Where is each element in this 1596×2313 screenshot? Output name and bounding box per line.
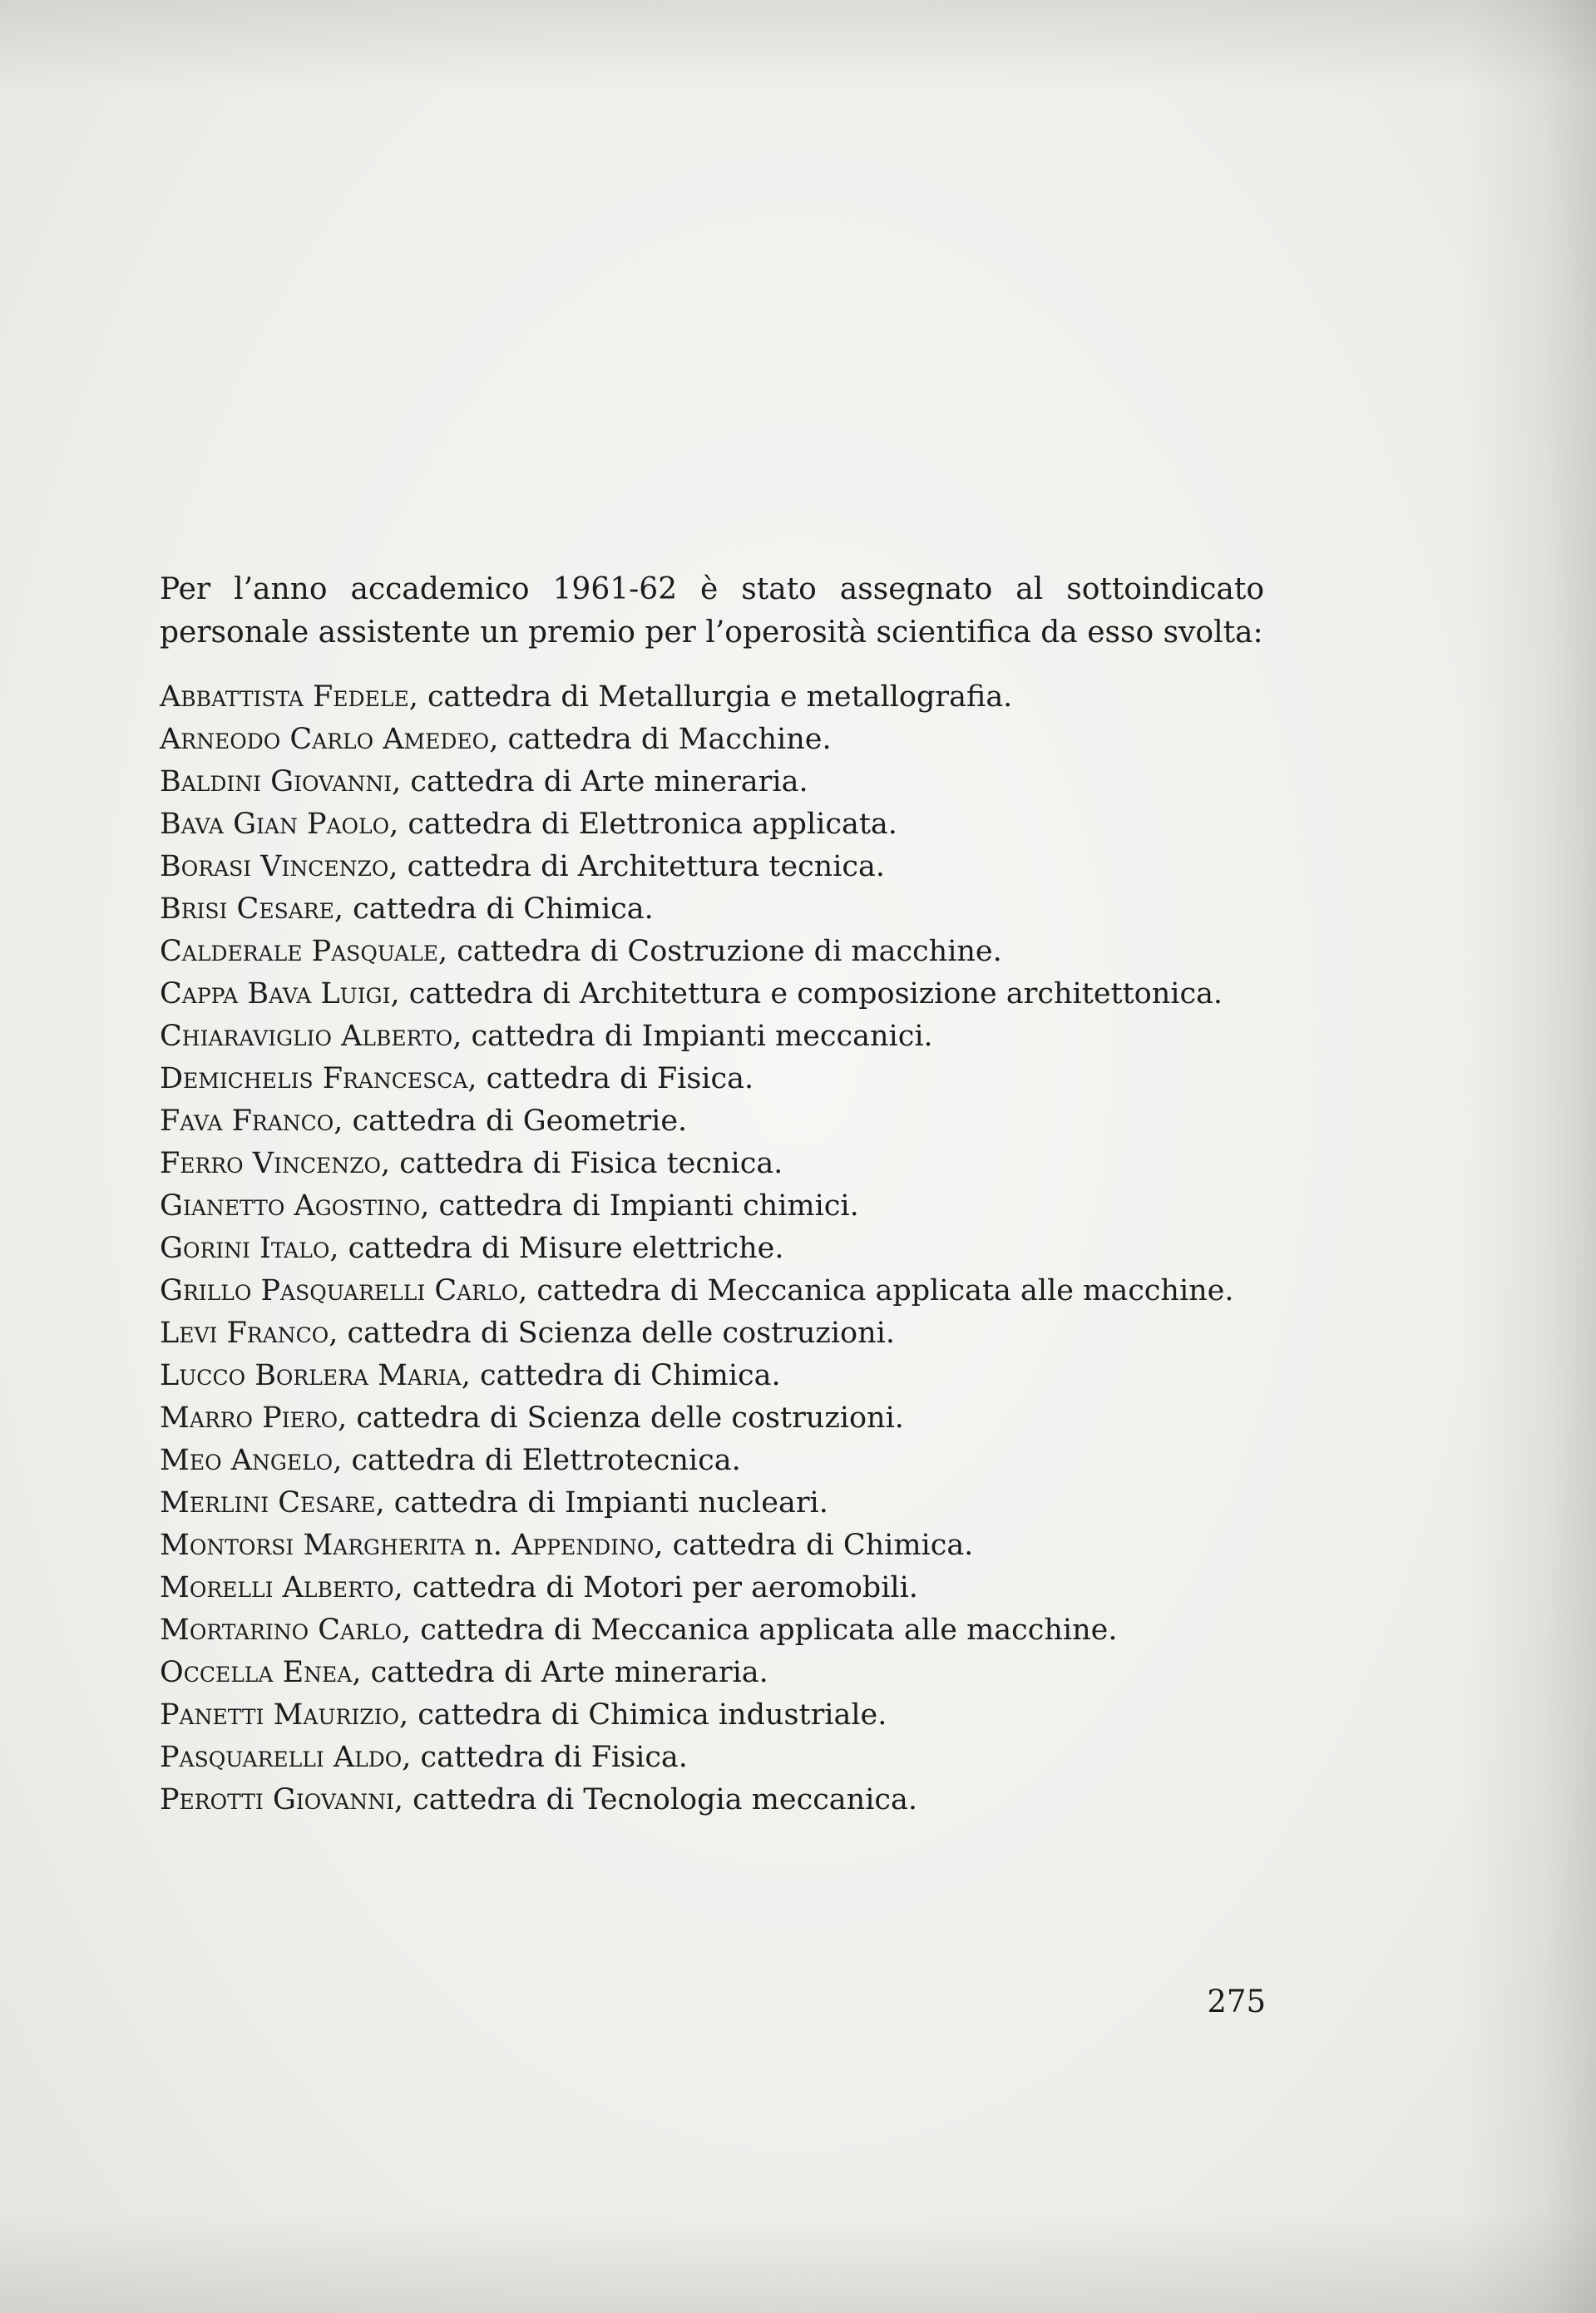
assignment-text: , cattedra di Impianti meccanici. xyxy=(452,1020,933,1053)
list-item xyxy=(160,1397,1264,1440)
assistant-name: Abbattista Fedele xyxy=(160,680,409,714)
assistant-name: Montorsi Margherita xyxy=(160,1529,466,1562)
list-item xyxy=(160,1270,1264,1312)
assignment-text: , cattedra di Fisica tecnica. xyxy=(380,1147,783,1180)
list-item xyxy=(160,1100,1264,1143)
assistant-name: Arneodo Carlo Amedeo xyxy=(160,723,490,756)
assistant-name: Grillo Pasquarelli Carlo xyxy=(160,1274,519,1307)
assignment-text: , cattedra di Geometrie. xyxy=(334,1105,688,1138)
assistant-maiden-name: Appendino xyxy=(511,1529,655,1562)
assignment-text: , cattedra di Tecnologia meccanica. xyxy=(393,1783,918,1816)
assignment-text: , cattedra di Impianti nucleari. xyxy=(375,1486,828,1520)
assistant-name: Meo Angelo xyxy=(160,1444,334,1477)
assignment-text: , cattedra di Misure elettriche. xyxy=(329,1232,784,1265)
list-item xyxy=(160,1355,1264,1397)
assistant-name: Fava Franco xyxy=(160,1105,334,1138)
list-item xyxy=(160,1609,1264,1652)
list-item xyxy=(160,1228,1264,1270)
list-item xyxy=(160,761,1264,803)
scan-shadow-top xyxy=(0,0,1596,91)
assignment-text: , cattedra di Macchine. xyxy=(489,723,832,756)
assignment-text: , cattedra di Architettura e composizione architettonica. xyxy=(390,977,1223,1011)
list-item xyxy=(160,1482,1264,1525)
assistant-name: Morelli Alberto xyxy=(160,1571,394,1604)
assignment-text: , cattedra di Scienza delle costruzioni. xyxy=(338,1401,904,1435)
assistant-name: Gianetto Agostino xyxy=(160,1189,421,1223)
scan-shadow-bottom xyxy=(0,2213,1596,2313)
assistant-name: Pasquarelli Aldo xyxy=(160,1741,403,1774)
assignment-text: , cattedra di Chimica. xyxy=(461,1359,781,1392)
assignment-text: , cattedra di Scienza delle costruzioni. xyxy=(329,1317,895,1350)
assignment-text: n. xyxy=(465,1529,512,1562)
assistant-name: Demichelis Francesca xyxy=(160,1062,468,1095)
assignment-text: , cattedra di Elettrotecnica. xyxy=(333,1444,741,1477)
assistant-name: Occella Enea xyxy=(160,1656,353,1689)
assignment-text: , cattedra di Chimica industriale. xyxy=(398,1698,887,1732)
intro-paragraph xyxy=(160,568,1264,655)
assignment-text: , cattedra di Chimica. xyxy=(334,892,654,926)
assistant-name: Borasi Vincenzo xyxy=(160,850,389,883)
assistant-name: Brisi Cesare xyxy=(160,892,334,926)
assistant-name: Chiaraviglio Alberto xyxy=(160,1020,453,1053)
list-item xyxy=(160,1567,1264,1609)
assignment-text: , cattedra di Fisica. xyxy=(402,1741,688,1774)
list-item xyxy=(160,719,1264,761)
intro-line: personale assistente un premio per l’operosità scientifica da esso svolta: xyxy=(160,615,1263,650)
assistant-name: Mortarino Carlo xyxy=(160,1614,403,1647)
assistant-name: Perotti Giovanni xyxy=(160,1783,394,1816)
assistant-name: Lucco Borlera Maria xyxy=(160,1359,462,1392)
assignment-text: , cattedra di Fisica. xyxy=(467,1062,754,1095)
list-item xyxy=(160,1143,1264,1185)
assignment-text: , cattedra di Motori per aeromobili. xyxy=(393,1571,918,1604)
assignment-text: , cattedra di Architettura tecnica. xyxy=(388,850,886,883)
assignment-text: , cattedra di Elettronica applicata. xyxy=(389,808,897,841)
list-item xyxy=(160,973,1264,1016)
intro-line: Per l’anno accademico 1961-62 è stato assegnato al sottoindicato xyxy=(160,572,1264,606)
assistant-name: Bava Gian Paolo xyxy=(160,808,390,841)
list-item xyxy=(160,846,1264,888)
list-item xyxy=(160,676,1264,719)
assignment-text: , cattedra di Chimica. xyxy=(654,1529,974,1562)
list-item xyxy=(160,931,1264,973)
list-item xyxy=(160,1737,1264,1779)
list-item xyxy=(160,1694,1264,1737)
assistant-name: Levi Franco xyxy=(160,1317,329,1350)
list-item xyxy=(160,1058,1264,1100)
scan-shadow-edge xyxy=(1463,0,1596,2313)
assistant-name: Ferro Vincenzo xyxy=(160,1147,381,1180)
list-item xyxy=(160,1185,1264,1228)
assistant-list xyxy=(160,676,1264,1821)
document-body xyxy=(160,568,1264,1821)
assignment-text: , cattedra di Arte mineraria. xyxy=(352,1656,768,1689)
assignment-text: , cattedra di Meccanica applicata alle macchine. xyxy=(402,1614,1118,1647)
assignment-text: , cattedra di Meccanica applicata alle macchine. xyxy=(518,1274,1234,1307)
list-item xyxy=(160,888,1264,931)
assistant-name: Panetti Maurizio xyxy=(160,1698,399,1732)
assignment-text: , cattedra di Costruzione di macchine. xyxy=(438,935,1002,968)
list-item xyxy=(160,1440,1264,1482)
assistant-name: Marro Piero xyxy=(160,1401,338,1435)
page-number: 275 xyxy=(1207,1984,1266,2019)
assistant-name: Merlini Cesare xyxy=(160,1486,376,1520)
list-item xyxy=(160,1016,1264,1058)
list-item xyxy=(160,803,1264,846)
assistant-name: Gorini Italo xyxy=(160,1232,330,1265)
list-item xyxy=(160,1652,1264,1694)
assignment-text: , cattedra di Arte mineraria. xyxy=(392,765,808,798)
assistant-name: Calderale Pasquale xyxy=(160,935,439,968)
list-item xyxy=(160,1312,1264,1355)
assistant-name: Cappa Bava Luigi xyxy=(160,977,391,1011)
assistant-name: Baldini Giovanni xyxy=(160,765,393,798)
assignment-text: , cattedra di Impianti chimici. xyxy=(420,1189,859,1223)
list-item xyxy=(160,1525,1264,1567)
list-item xyxy=(160,1779,1264,1821)
assignment-text: , cattedra di Metallurgia e metallografia. xyxy=(408,680,1013,714)
